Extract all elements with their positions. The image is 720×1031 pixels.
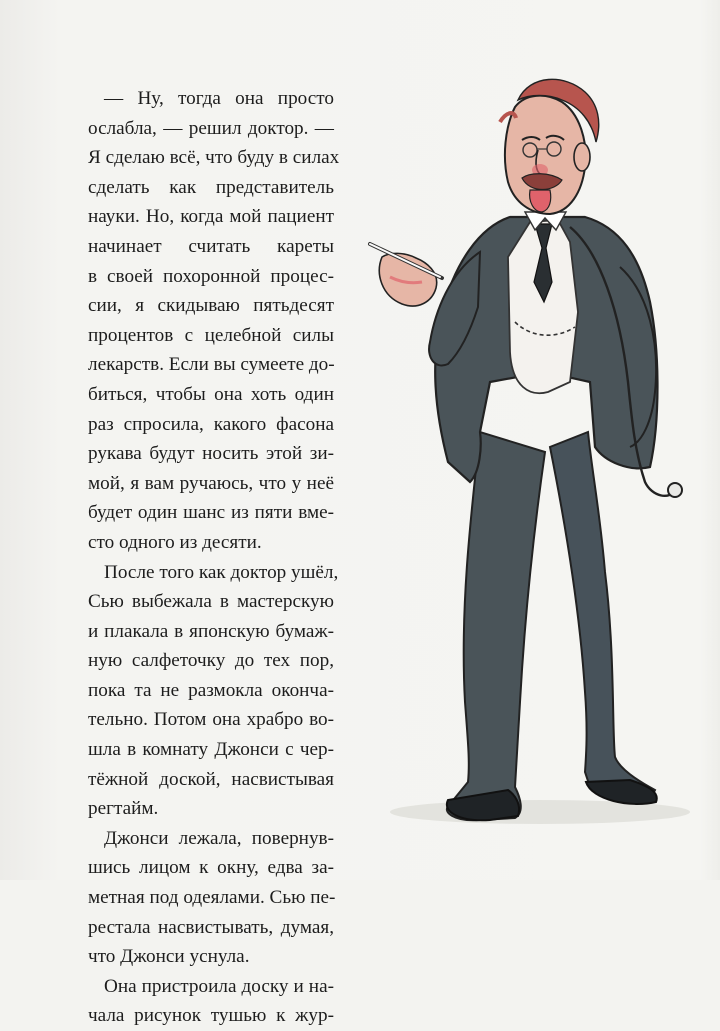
text-line: ослабла, — решил доктор. —	[88, 117, 334, 139]
text-line: — Ну, тогда она просто	[104, 88, 334, 109]
text-line: раз спросила, какого фасона	[88, 413, 334, 435]
paragraph-3	[88, 824, 334, 972]
paragraph-1	[88, 84, 340, 558]
text-line: тёжной доской, насвистывая	[88, 768, 334, 790]
paragraph-4	[88, 972, 334, 1031]
text-line: рукава будут носить этой зи-	[88, 443, 334, 465]
text-line: пока та не размокла оконча-	[88, 679, 334, 701]
text-line: сии, я скидываю пятьдесят	[88, 295, 334, 317]
text-line: рестала насвистывать, думая,	[88, 916, 334, 938]
text-line: регтайм.	[88, 798, 159, 820]
text-line: и плакала в японскую бумаж-	[88, 620, 334, 642]
text-line: После того как доктор ушёл,	[104, 561, 339, 583]
text-line: Я сделаю всё, что буду в силах	[88, 147, 340, 169]
text-line: чала рисунок тушью к жур-	[88, 1005, 334, 1027]
text-line: сто одного из десяти.	[88, 531, 262, 553]
text-line: сделать как представитель	[88, 176, 334, 198]
text-line: Она пристроила доску и на-	[104, 975, 334, 997]
text-line: тельно. Потом она храбро во-	[88, 709, 334, 731]
text-line: биться, чтобы она хоть один	[88, 383, 334, 405]
text-line: Джонси лежала, повернув-	[104, 827, 334, 849]
text-line: мой, я вам ручаюсь, что у неё	[88, 472, 334, 494]
paragraph-2	[88, 558, 339, 824]
doctor-illustration-icon	[330, 52, 720, 880]
text-line: ную салфеточку до тех пор,	[88, 650, 334, 672]
text-line: Сью выбежала в мастерскую	[88, 591, 334, 613]
text-line: науки. Но, когда мой пациент	[88, 206, 334, 228]
text-line: процентов с целебной силы	[88, 324, 334, 346]
text-line: начинает считать кареты	[88, 235, 334, 257]
text-line: шись лицом к окну, едва за-	[88, 857, 334, 879]
text-line: будет один шанс из пяти вме-	[88, 502, 334, 524]
text-line: в своей похоронной процес-	[88, 265, 334, 287]
text-line: метная под одеялами. Сью пе-	[88, 887, 336, 909]
story-text	[88, 84, 340, 1031]
text-line: лекарств. Если вы сумеете до-	[88, 354, 335, 376]
text-line: что Джонси уснула.	[88, 946, 250, 968]
text-line: шла в комнату Джонси с чер-	[88, 739, 334, 761]
